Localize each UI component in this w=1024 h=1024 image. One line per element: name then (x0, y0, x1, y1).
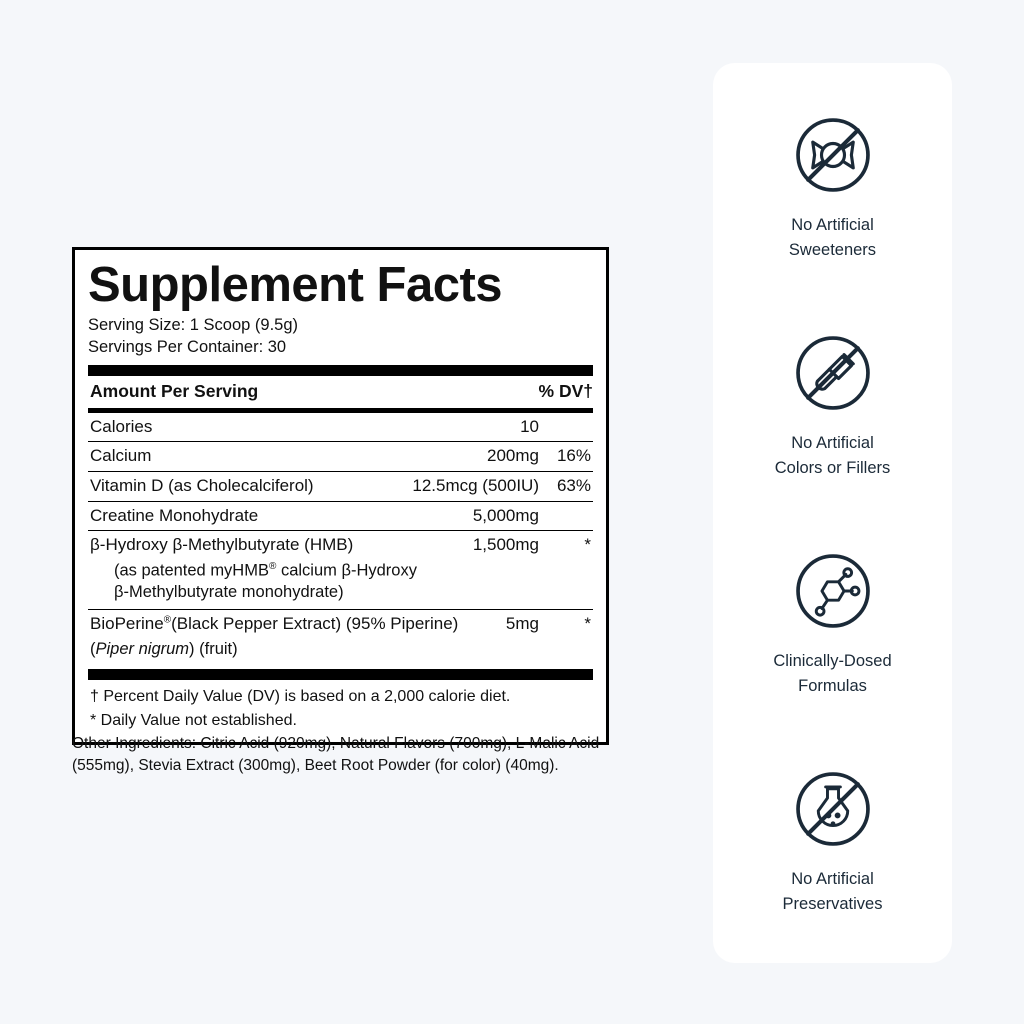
badge-label (789, 213, 876, 263)
badge-clinically-dosed (713, 545, 952, 699)
benefits-badge-rail (713, 63, 952, 963)
table-row (88, 442, 593, 471)
nutrient-name (88, 612, 481, 637)
nutrient-amount: 10 (520, 416, 539, 436)
badge-label-line1: Clinically-Dosed (773, 652, 892, 671)
servings-per-container: Servings Per Container: 30 (88, 338, 287, 357)
table-row (88, 472, 593, 501)
nutrient-amount: 5,000mg (472, 505, 539, 525)
nutrient-name: Creatine Monohydrate (90, 505, 259, 525)
nutrient-amount: 12.5mcg (500IU) (412, 475, 539, 495)
nutrient-name: β-Hydroxy β-Methylbutyrate (HMB) (90, 535, 354, 555)
nutrient-amount: 1,500mg (472, 535, 539, 555)
bioperine-descriptor: (Black Pepper Extract) (95% Piperine) (171, 614, 459, 634)
nutrient-name: Vitamin D (as Cholecalciferol) (90, 475, 314, 495)
badge-label-line2: Formulas (798, 677, 867, 695)
clinically-dosed-icon (787, 545, 879, 637)
nutrient-dv: * (584, 614, 591, 634)
botanical-name: Piper nigrum (95, 639, 190, 658)
paren-open: ( (90, 639, 96, 658)
nutrient-name: Calcium (90, 446, 152, 466)
dv-header-text: % DV (538, 381, 584, 402)
hmb-sub-line-1 (88, 560, 593, 582)
other-ingredients: Other Ingredients: Citric Acid (920mg), Natural Flavors (700mg), L-Malic Acid (555mg), Stevia Extract (300mg), Beet Root Powder (for color) (40mg). (72, 735, 600, 774)
bioperine-source (88, 639, 593, 661)
nutrient-dv: 16% (556, 446, 591, 466)
plant-part: ) (fruit) (189, 639, 238, 658)
table-row (88, 610, 593, 639)
footnote-dagger: † Percent Daily Value (DV) is based on a 2,000 calorie diet. (90, 687, 511, 705)
supplement-facts-title: Supplement Facts (88, 258, 503, 312)
dv-header-dagger: † (583, 381, 593, 402)
dv-header (539, 379, 593, 404)
badge-label-line2: Colors or Fillers (774, 459, 891, 477)
footnote-star: * Daily Value not established. (90, 711, 297, 729)
nutrient-amount: 5mg (505, 614, 539, 634)
amount-per-serving-label: Amount Per Serving (90, 381, 259, 402)
badge-label-line1: No Artificial (791, 870, 874, 889)
hmb-sub-text-end: calcium β-Hydroxy (276, 561, 417, 580)
badge-label (783, 867, 883, 917)
no-artificial-colors-icon (787, 327, 879, 419)
nutrient-dv: 63% (556, 475, 591, 495)
hmb-sub-line-2: β-Methylbutyrate monohydrate) (114, 583, 344, 602)
serving-size: Serving Size: 1 Scoop (9.5g) (88, 316, 299, 335)
divider-thick-top (88, 365, 593, 376)
badge-no-artificial-colors (713, 327, 952, 481)
badge-label-line2: Sweeteners (788, 241, 877, 259)
badge-label (775, 431, 891, 481)
badge-label-line1: No Artificial (791, 216, 874, 235)
registered-mark: ® (268, 560, 277, 572)
supplement-facts-panel (72, 247, 609, 745)
registered-mark: ® (163, 614, 172, 626)
badge-no-artificial-sweeteners (713, 109, 952, 263)
badge-label-line1: No Artificial (791, 434, 874, 453)
badge-no-artificial-preservatives (713, 763, 952, 917)
divider-thick-bottom (88, 669, 593, 680)
bioperine-name: BioPerine (90, 614, 164, 634)
table-row (88, 413, 593, 442)
table-row (88, 531, 593, 560)
no-artificial-preservatives-icon (787, 763, 879, 855)
nutrient-amount: 200mg (487, 446, 539, 466)
amount-per-serving-header (88, 376, 593, 407)
table-row (88, 502, 593, 531)
hmb-sub-text: (as patented myHMB (114, 561, 269, 580)
nutrient-name: Calories (90, 416, 153, 436)
badge-label-line2: Preservatives (782, 895, 883, 913)
no-artificial-sweeteners-icon (787, 109, 879, 201)
badge-label (773, 649, 891, 699)
nutrient-dv: * (584, 535, 591, 555)
